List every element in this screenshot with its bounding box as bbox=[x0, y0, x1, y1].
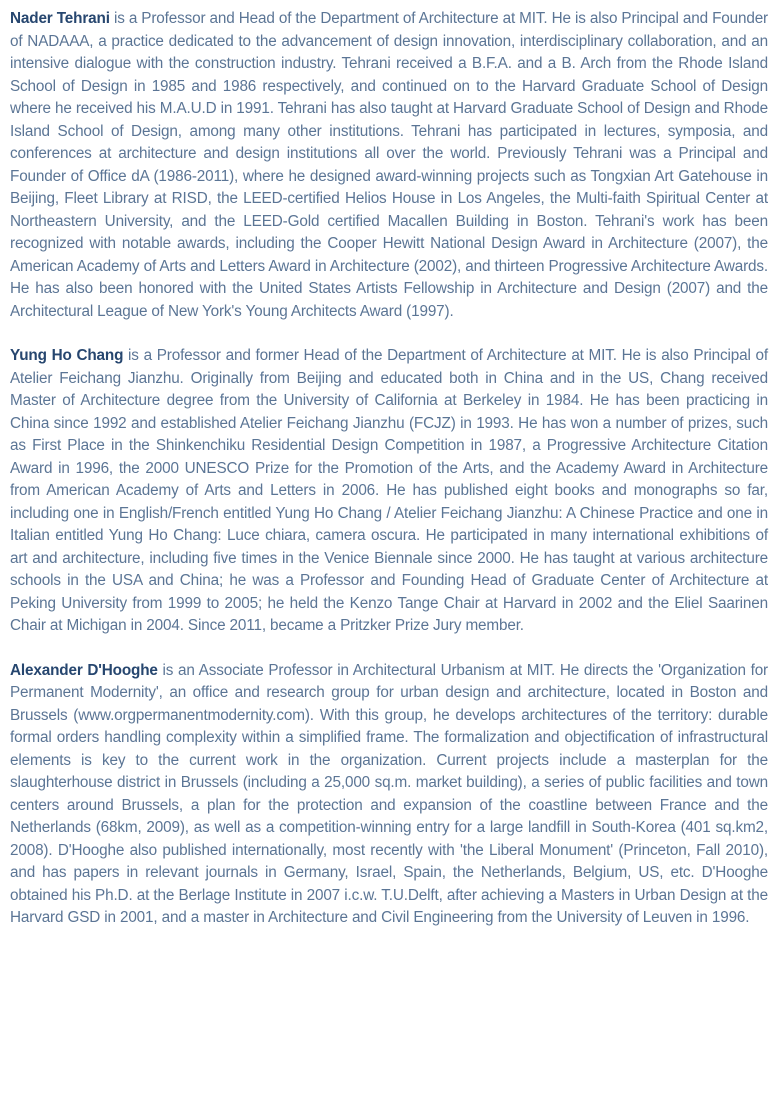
bio-text: is a Professor and Head of the Department of Architecture at MIT. He is also Principal and Founder of NADAAA, a practice dedicated to the advancement of design innovation, interdisciplinary collaboration, and an intensive dialogue with the construction industry. Tehrani received a B.F.A. and a B. Arch from the Rhode Island School of Design in 1985 and 1986 respectively, and continued on to the Harvard Graduate School of Design where he received his M.A.U.D in 1991. Tehrani has also taught at Harvard Graduate School of Design and Rhode Island School of Design, among many other institutions. Tehrani has participated in lectures, symposia, and conferences at architecture and design institutions all over the world. Previously Tehrani was a Principal and Founder of Office dA (1986-2011), where he designed award-winning projects such as Tongxian Art Gatehouse in Beijing, Fleet Library at RISD, the LEED-certified Helios House in Los Angeles, the Multi-faith Spiritual Center at Northeastern University, and the LEED-Gold certified Macallen Building in Boston. Tehrani's work has been recognized with notable awards, including the Cooper Hewitt National Design Award in Architecture (2007), the American Academy of Arts and Letters Award in Architecture (2002), and thirteen Progressive Architecture Awards. He has also been honored with the United States Artists Fellowship in Architecture and Design (2007) and the Architectural League of New York's Young Architects Award (1997). bbox=[10, 10, 769, 320]
bio-name: Nader Tehrani bbox=[10, 10, 110, 27]
faculty-bios-page bbox=[10, 8, 768, 952]
bio-paragraph-chang bbox=[10, 345, 768, 638]
bio-text: is a Professor and former Head of the Department of Architecture at MIT. He is also Principal of Atelier Feichang Jianzhu. Originally from Beijing and educated both in China and in the US, Chang received Master of Architecture degree from the University of California at Berkeley in 1984. He has been practicing in China since 1992 and established Atelier Feichang Jianzhu (FCJZ) in 1993. He has won a number of prizes, such as First Place in the Shinkenchiku Residential Design Competition in 1987, a Progressive Architecture Citation Award in 1996, the 2000 UNESCO Prize for the Promotion of the Arts, and the Academy Award in Architecture from American Academy of Arts and Letters in 2006. He has published eight books and monographs so far, including one in English/French entitled Yung Ho Chang / Atelier Feichang Jianzhu: A Chinese Practice and one in Italian entitled Yung Ho Chang: Luce chiara, camera oscura. He participated in many international exhibitions of art and architecture, including five times in the Venice Biennale since 2000. He has taught at various architecture schools in the USA and China; he was a Professor and Founding Head of Graduate Center of Architecture at Peking University from 1999 to 2005; he held the Kenzo Tange Chair at Harvard in 2002 and the Eliel Saarinen Chair at Michigan in 2004. Since 2011, became a Pritzker Prize Jury member. bbox=[10, 347, 768, 634]
bio-name: Alexander D'Hooghe bbox=[10, 661, 158, 679]
bio-text: is an Associate Professor in Architectural Urbanism at MIT. He directs the 'Organization for Permanent Modernity', an office and research group for urban design and architecture, located in Boston and Brussels (www.orgpermanentmodernity.com). With this group, he develops architectures of the territory: durable formal orders handling complexity within a simplified frame. The formalization and objectification of infrastructural elements is key to the current work in the organization. Current projects include a masterplan for the slaughterhouse district in Brussels (including a 25,000 sq.m. market building), a series of public facilities and town centers around Brussels, a plan for the protection and expansion of the coastline between France and the Netherlands (68km, 2009), as well as a competition-winning entry for a large landfill in South-Korea (401 sq.km2, 2008). D'Hooghe also published internationally, most recently with 'the Liberal Monument' (Princeton, Fall 2010), and has papers in relevant journals in Germany, Israel, Spain, the Netherlands, Belgium, US, etc. D'Hooghe obtained his Ph.D. at the Berlage Institute in 2007 i.c.w. T.U.Delft, after achieving a Masters in Urban Design at the Harvard GSD in 2001, and a master in Architecture and Civil Engineering from the University of Leuven in 1996. bbox=[10, 661, 768, 926]
bio-name: Yung Ho Chang bbox=[10, 347, 124, 364]
bio-paragraph-dhooghe bbox=[10, 660, 768, 930]
bio-paragraph-tehrani bbox=[10, 8, 768, 323]
